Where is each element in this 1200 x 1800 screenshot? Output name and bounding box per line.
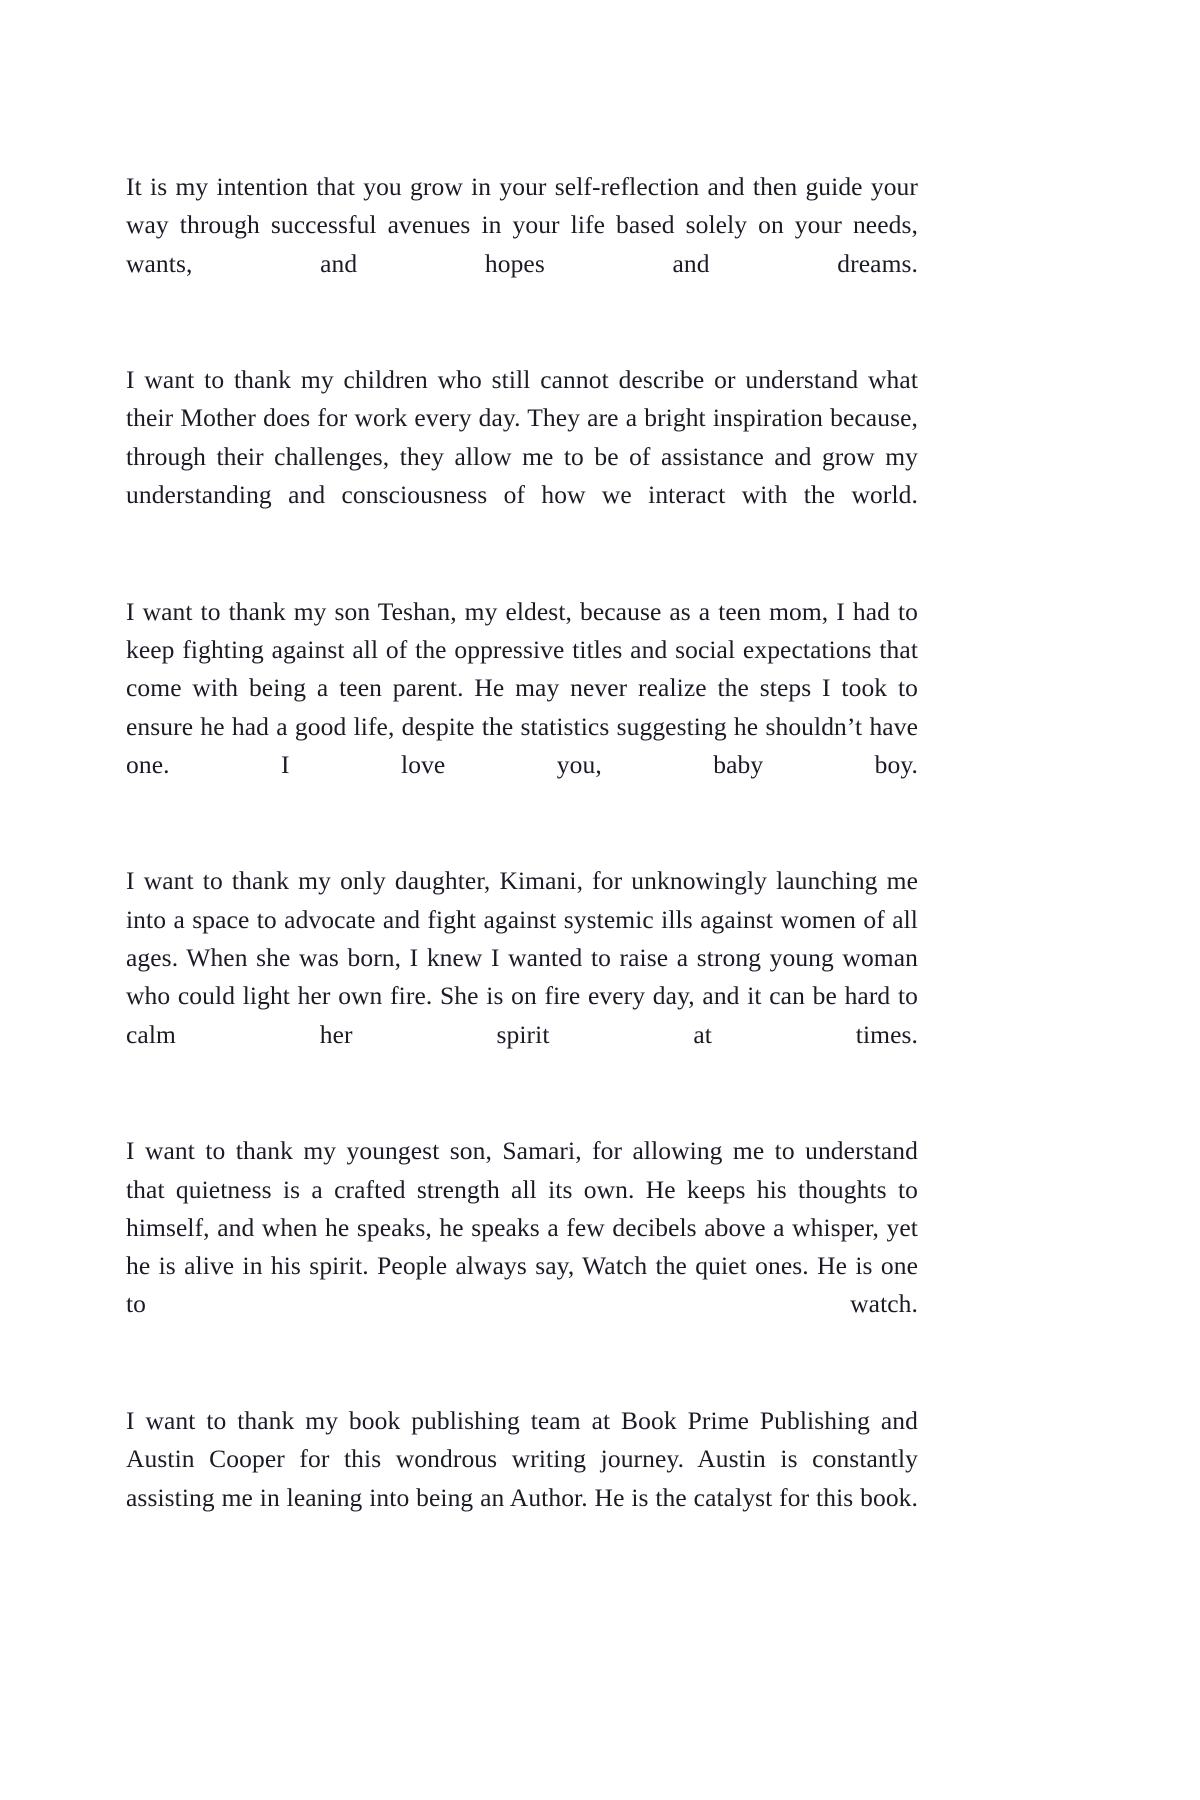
paragraph-publishing-team: I want to thank my book publishing team at Book Prime Publishing and Austin Cooper for this wondrous writing journey. Austin is constantly assisting me in leaning into being an Author. He is the catalyst for this book. [126,1406,918,1512]
paragraph-intention: It is my intention that you grow in your self-reflection and then guide your way through successful avenues in your life based solely on your needs, wants, and hopes and dreams. [126,172,918,278]
paragraph-teshan: I want to thank my son Teshan, my eldest, because as a teen mom, I had to keep fighting against all of the oppressive titles and social expectations that come with being a teen parent. He may never realize the steps I took to ensure he had a good life, despite the statistics suggesting he shouldn’t have one. I love you, baby boy. [126,596,918,779]
paragraph-children: I want to thank my children who still cannot describe or understand what their Mother does for work every day. They are a bright inspiration because, through their challenges, they allow me to be of assistance and grow my understanding and consciousness of how we interact with the world. [126,365,918,510]
paragraph-kimani: I want to thank my only daughter, Kimani, for unknowingly launching me into a space to advocate and fight against systemic ills against women of all ages. When she was born, I knew I wanted to raise a strong young woman who could light her own fire. She is on fire every day, and it can be hard to calm her spirit at times. [126,866,918,1049]
paragraph-samari: I want to thank my youngest son, Samari, for allowing me to understand that quietness is a crafted strength all its own. He keeps his thoughts to himself, and when he speaks, he speaks a few decibels above a whisper, yet he is alive in his spirit. People always say, Watch the quiet ones. He is one to watch. [126,1136,918,1319]
acknowledgements-text-block [126,168,918,1555]
